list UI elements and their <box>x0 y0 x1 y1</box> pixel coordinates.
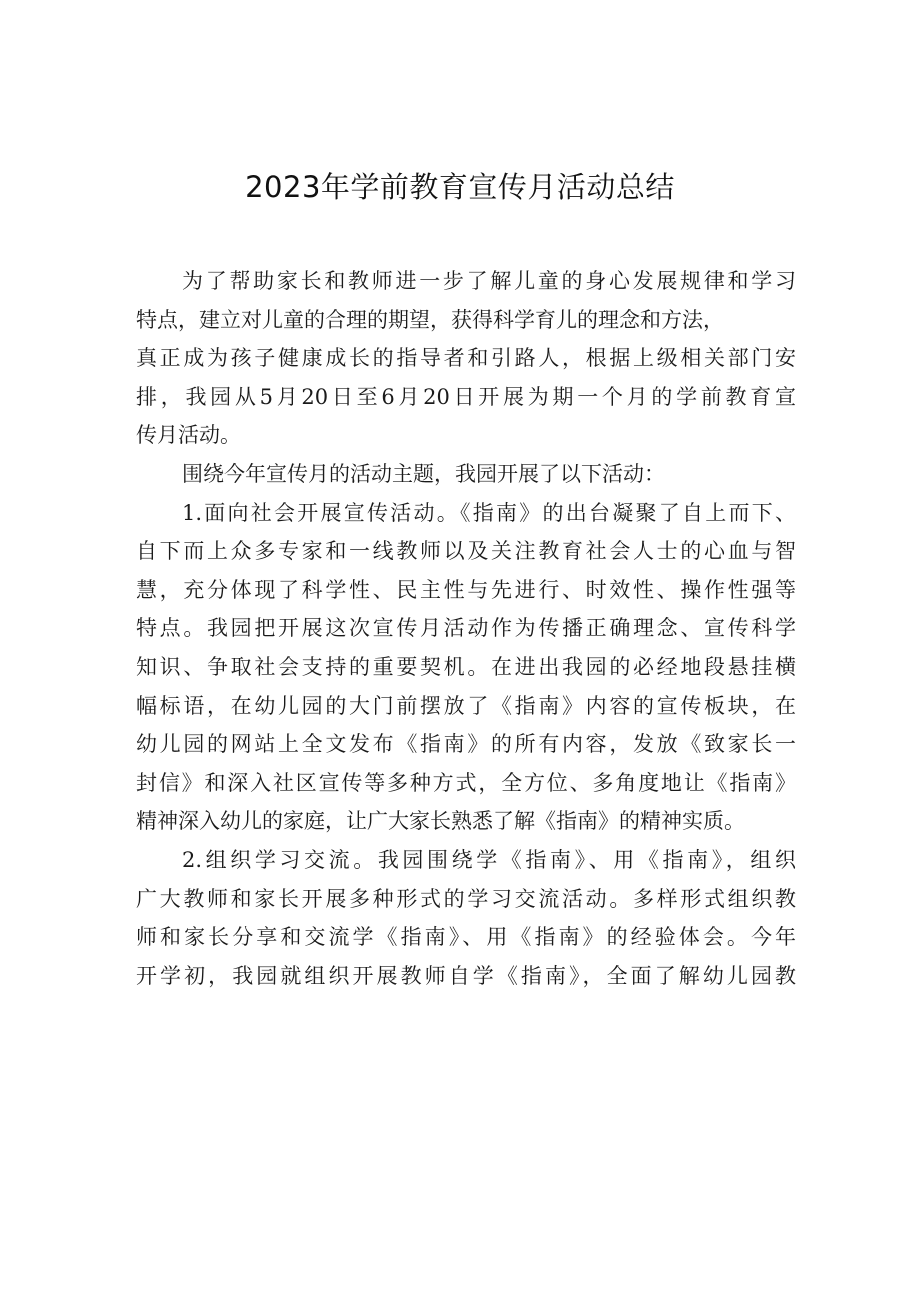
text-line: 特点，建立对儿童的合理的期望，获得科学育儿的理念和方法， <box>136 307 724 332</box>
text-line: 1.面向社会开展宣传活动。《指南》的出台凝聚了自上而下、 <box>182 500 796 525</box>
text-line: 真正成为孩子健康成长的指导者和引路人，根据上级相关部门安 <box>136 346 796 371</box>
text-line: 围绕今年宣传月的活动主题，我园开展了以下活动： <box>182 461 665 486</box>
text-line: 师和家长分享和交流学《指南》、用《指南》的经验体会。今年 <box>136 925 796 950</box>
document-title: 2023年学前教育宣传月活动总结 <box>245 170 675 204</box>
text-line: 排，我园从5月20日至6月20日开展为期一个月的学前教育宣 <box>136 384 796 409</box>
text-line: 特点。我园把开展这次宣传月活动作为传播正确理念、宣传科学 <box>136 616 796 641</box>
text-line: 为了帮助家长和教师进一步了解儿童的身心发展规律和学习 <box>182 269 796 293</box>
text-line: 慧，充分体现了科学性、民主性与先进行、时效性、操作性强等 <box>136 577 796 602</box>
text-line: 广大教师和家长开展多种形式的学习交流活动。多样形式组织教 <box>136 886 796 911</box>
text-line: 开学初，我园就组织开展教师自学《指南》，全面了解幼儿园教 <box>136 963 796 988</box>
document-body <box>136 262 796 995</box>
text-line: 幼儿园的网站上全文发布《指南》的所有内容，发放《致家长一 <box>136 732 796 757</box>
text-line: 幅标语，在幼儿园的大门前摆放了《指南》内容的宣传板块，在 <box>136 693 796 718</box>
text-line: 知识、争取社会支持的重要契机。在进出我园的必经地段悬挂横 <box>136 654 796 679</box>
text-line: 封信》和深入社区宣传等多种方式，全方位、多角度地让《指南》 <box>136 770 796 795</box>
text-line: 2.组织学习交流。我园围绕学《指南》、用《指南》，组织 <box>182 847 796 872</box>
text-line: 精神深入幼儿的家庭，让广大家长熟悉了解《指南》的精神实质。 <box>136 809 745 834</box>
text-line: 自下而上众多专家和一线教师以及关注教育社会人士的心血与智 <box>136 539 796 564</box>
text-line: 传月活动。 <box>136 423 241 448</box>
